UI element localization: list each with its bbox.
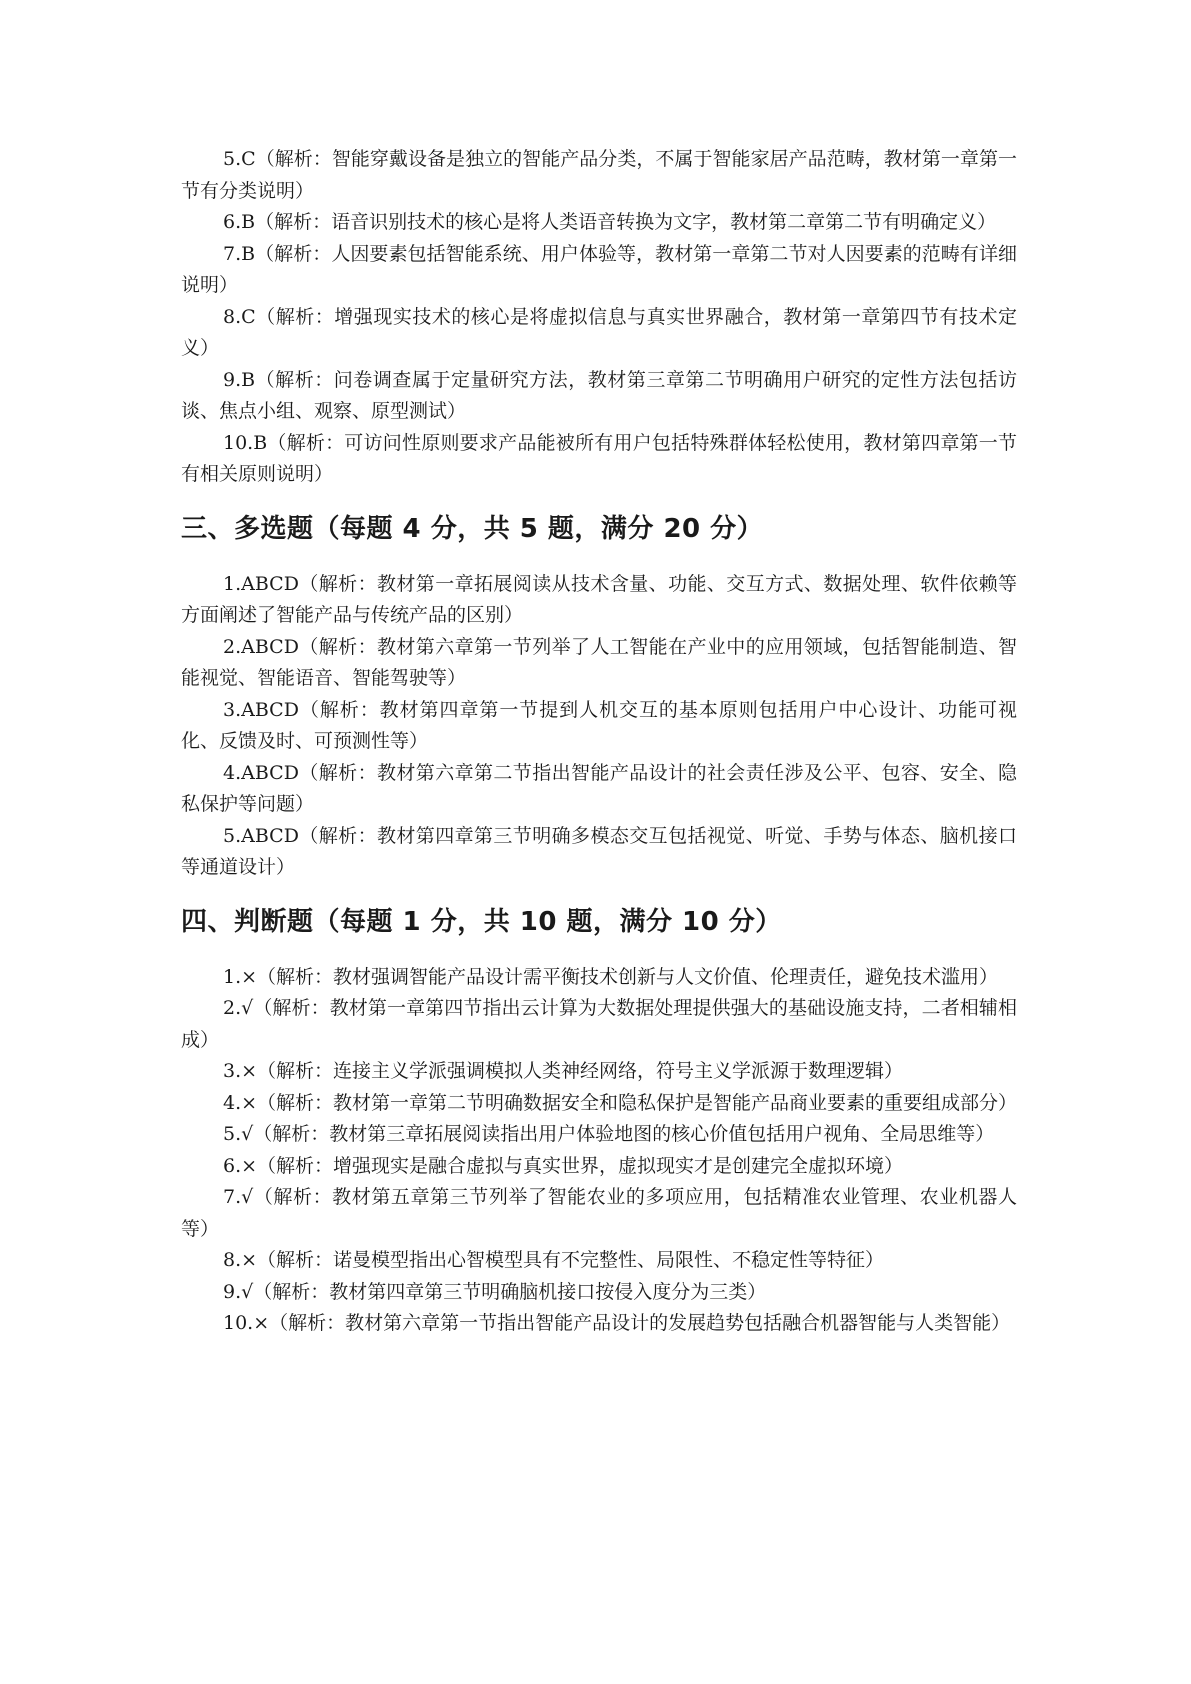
answer-item: 1.×（解析：教材强调智能产品设计需平衡技术创新与人文价值、伦理责任，避免技术滥用） <box>223 965 999 988</box>
section4-answer-list <box>181 962 1017 1340</box>
answer-item: 9.√（解析：教材第四章第三节明确脑机接口按侵入度分为三类） <box>223 1280 767 1303</box>
answer-item: 5.C（解析：智能穿戴设备是独立的智能产品分类，不属于智能家居产品范畴，教材第一章第一节有分类说明） <box>181 148 1017 202</box>
answer-item: 8.C（解析：增强现实技术的核心是将虚拟信息与真实世界融合，教材第一章第四节有技术定义） <box>181 305 1017 359</box>
section-heading-true-false: 四、判断题（每题 1 分，共 10 题，满分 10 分） <box>181 906 782 937</box>
document-page <box>181 144 1017 1340</box>
section2-answer-list <box>181 144 1017 491</box>
answer-item: 2.ABCD（解析：教材第六章第一节列举了人工智能在产业中的应用领域，包括智能制造、智能视觉、智能语音、智能驾驶等） <box>181 635 1017 689</box>
answer-item: 5.√（解析：教材第三章拓展阅读指出用户体验地图的核心价值包括用户视角、全局思维等） <box>223 1123 995 1145</box>
answer-item: 1.ABCD（解析：教材第一章拓展阅读从技术含量、功能、交互方式、数据处理、软件依赖等方面阐述了智能产品与传统产品的区别） <box>181 572 1017 626</box>
answer-item: 10.B（解析：可访问性原则要求产品能被所有用户包括特殊群体轻松使用，教材第四章第一节有相关原则说明） <box>181 431 1017 485</box>
section-heading-multiple-choice: 三、多选题（每题 4 分，共 5 题，满分 20 分） <box>181 513 764 544</box>
section3-answer-list <box>181 569 1017 884</box>
answer-item: 7.B（解析：人因要素包括智能系统、用户体验等，教材第一章第二节对人因要素的范畴有详细说明） <box>181 242 1017 296</box>
answer-item: 9.B（解析：问卷调查属于定量研究方法，教材第三章第二节明确用户研究的定性方法包括访谈、焦点小组、观察、原型测试） <box>181 368 1017 422</box>
answer-item: 5.ABCD（解析：教材第四章第三节明确多模态交互包括视觉、听觉、手势与体态、脑机接口等通道设计） <box>181 824 1017 878</box>
answer-item: 7.√（解析：教材第五章第三节列举了智能农业的多项应用，包括精准农业管理、农业机器人等） <box>181 1186 1017 1240</box>
answer-item: 8.×（解析：诺曼模型指出心智模型具有不完整性、局限性、不稳定性等特征） <box>223 1249 885 1271</box>
answer-item: 2.√（解析：教材第一章第四节指出云计算为大数据处理提供强大的基础设施支持，二者相辅相成） <box>181 997 1017 1051</box>
answer-item: 10.×（解析：教材第六章第一节指出智能产品设计的发展趋势包括融合机器智能与人类智能） <box>223 1312 1011 1334</box>
answer-item: 3.ABCD（解析：教材第四章第一节提到人机交互的基本原则包括用户中心设计、功能可视化、反馈及时、可预测性等） <box>181 698 1017 752</box>
answer-item: 4.ABCD（解析：教材第六章第二节指出智能产品设计的社会责任涉及公平、包容、安全、隐私保护等问题） <box>181 761 1017 815</box>
answer-item: 6.B（解析：语音识别技术的核心是将人类语音转换为文字，教材第二章第二节有明确定义） <box>223 211 997 233</box>
answer-item: 4.×（解析：教材第一章第二节明确数据安全和隐私保护是智能产品商业要素的重要组成部分） <box>223 1091 1018 1114</box>
answer-item: 3.×（解析：连接主义学派强调模拟人类神经网络，符号主义学派源于数理逻辑） <box>223 1060 904 1082</box>
answer-item: 6.×（解析：增强现实是融合虚拟与真实世界，虚拟现实才是创建完全虚拟环境） <box>223 1154 904 1177</box>
